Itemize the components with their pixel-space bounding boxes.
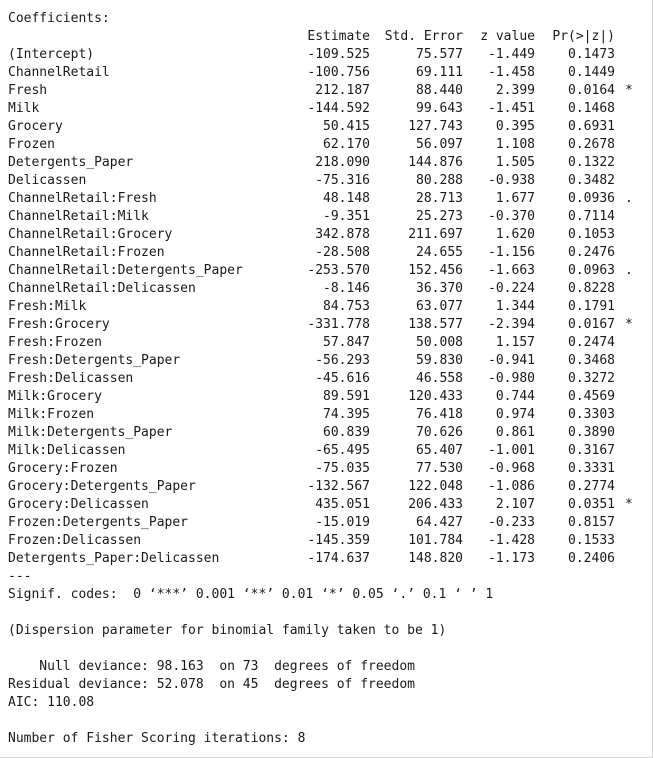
z-value-cell: -0.980 bbox=[488, 371, 535, 386]
col-p-value-header: Pr(>|z|) bbox=[552, 29, 615, 44]
estimate-cell: -144.592 bbox=[307, 101, 370, 116]
term-cell: Milk bbox=[8, 101, 40, 116]
z-value-cell: -1.173 bbox=[488, 551, 535, 566]
dispersion-line: (Dispersion parameter for binomial family taken to be 1) bbox=[8, 623, 447, 638]
p-value-cell: 0.1053 bbox=[568, 227, 615, 242]
p-value-cell: 0.2474 bbox=[568, 335, 615, 350]
estimate-cell: -28.508 bbox=[315, 245, 370, 260]
p-value-cell: 0.0351 bbox=[568, 497, 615, 512]
estimate-cell: -253.570 bbox=[307, 263, 370, 278]
estimate-cell: 435.051 bbox=[315, 497, 370, 512]
p-value-cell: 0.1468 bbox=[568, 101, 615, 116]
z-value-cell: -0.233 bbox=[488, 515, 535, 530]
std-error-cell: 25.273 bbox=[416, 209, 463, 224]
std-error-cell: 152.456 bbox=[408, 263, 463, 278]
std-error-cell: 75.577 bbox=[416, 47, 463, 62]
term-cell: Grocery:Detergents_Paper bbox=[8, 479, 196, 494]
z-value-cell: -1.663 bbox=[488, 263, 535, 278]
std-error-cell: 144.876 bbox=[408, 155, 463, 170]
estimate-cell: -109.525 bbox=[307, 47, 370, 62]
estimate-cell: 48.148 bbox=[323, 191, 370, 206]
p-value-cell: 0.1322 bbox=[568, 155, 615, 170]
z-value-cell: 2.399 bbox=[495, 83, 535, 98]
p-value-cell: 0.1791 bbox=[568, 299, 615, 314]
term-cell: Fresh:Detergents_Paper bbox=[8, 353, 181, 368]
std-error-cell: 80.288 bbox=[416, 173, 463, 188]
estimate-cell: -145.359 bbox=[307, 533, 370, 548]
z-value-cell: 1.344 bbox=[495, 299, 535, 314]
fisher-iterations-line: Number of Fisher Scoring iterations: 8 bbox=[8, 731, 306, 746]
term-cell: Fresh bbox=[8, 83, 48, 98]
term-cell: (Intercept) bbox=[8, 47, 95, 62]
estimate-cell: 50.415 bbox=[323, 119, 370, 134]
signif-cell: * bbox=[625, 83, 633, 98]
std-error-cell: 24.655 bbox=[416, 245, 463, 260]
col-z-value-header: z value bbox=[480, 29, 535, 44]
col-std-error-header: Std. Error bbox=[384, 29, 463, 44]
term-cell: Milk:Grocery bbox=[8, 389, 102, 404]
estimate-cell: 84.753 bbox=[323, 299, 370, 314]
p-value-cell: 0.8228 bbox=[568, 281, 615, 296]
p-value-cell: 0.1473 bbox=[568, 47, 615, 62]
z-value-cell: 2.107 bbox=[495, 497, 535, 512]
std-error-cell: 211.697 bbox=[408, 227, 463, 242]
z-value-cell: -1.086 bbox=[488, 479, 535, 494]
std-error-cell: 63.077 bbox=[416, 299, 463, 314]
term-cell: ChannelRetail:Delicassen bbox=[8, 281, 196, 296]
estimate-cell: 74.395 bbox=[323, 407, 370, 422]
p-value-cell: 0.4569 bbox=[568, 389, 615, 404]
std-error-cell: 50.008 bbox=[416, 335, 463, 350]
std-error-cell: 28.713 bbox=[416, 191, 463, 206]
signif-cell: . bbox=[625, 263, 633, 278]
z-value-cell: 0.974 bbox=[495, 407, 535, 422]
std-error-cell: 122.048 bbox=[408, 479, 463, 494]
term-cell: Detergents_Paper bbox=[8, 155, 134, 170]
term-cell: Milk:Delicassen bbox=[8, 443, 126, 458]
z-value-cell: -1.428 bbox=[488, 533, 535, 548]
estimate-cell: 57.847 bbox=[323, 335, 370, 350]
estimate-cell: -45.616 bbox=[315, 371, 370, 386]
estimate-cell: -8.146 bbox=[323, 281, 370, 296]
std-error-cell: 65.407 bbox=[416, 443, 463, 458]
p-value-cell: 0.2476 bbox=[568, 245, 615, 260]
term-cell: Milk:Detergents_Paper bbox=[8, 425, 173, 440]
z-value-cell: -1.451 bbox=[488, 101, 535, 116]
estimate-cell: -15.019 bbox=[315, 515, 370, 530]
null-deviance-line: Null deviance: 98.163 on 73 degrees of freedom bbox=[8, 659, 415, 674]
term-cell: Fresh:Grocery bbox=[8, 317, 110, 332]
term-cell: Grocery:Frozen bbox=[8, 461, 118, 476]
z-value-cell: 1.677 bbox=[495, 191, 535, 206]
estimate-cell: -65.495 bbox=[315, 443, 370, 458]
z-value-cell: -0.968 bbox=[488, 461, 535, 476]
estimate-cell: -132.567 bbox=[307, 479, 370, 494]
term-cell: ChannelRetail:Grocery bbox=[8, 227, 173, 242]
z-value-cell: -0.224 bbox=[488, 281, 535, 296]
std-error-cell: 101.784 bbox=[408, 533, 463, 548]
estimate-cell: -75.316 bbox=[315, 173, 370, 188]
std-error-cell: 69.111 bbox=[416, 65, 463, 80]
p-value-cell: 0.1449 bbox=[568, 65, 615, 80]
p-value-cell: 0.2678 bbox=[568, 137, 615, 152]
estimate-cell: -174.637 bbox=[307, 551, 370, 566]
std-error-cell: 70.626 bbox=[416, 425, 463, 440]
col-estimate-header: Estimate bbox=[307, 29, 370, 44]
z-value-cell: -1.156 bbox=[488, 245, 535, 260]
z-value-cell: 1.157 bbox=[495, 335, 535, 350]
term-cell: Grocery bbox=[8, 119, 63, 134]
p-value-cell: 0.8157 bbox=[568, 515, 615, 530]
std-error-cell: 76.418 bbox=[416, 407, 463, 422]
term-cell: ChannelRetail bbox=[8, 65, 110, 80]
z-value-cell: -0.941 bbox=[488, 353, 535, 368]
term-cell: ChannelRetail:Frozen bbox=[8, 245, 165, 260]
std-error-cell: 88.440 bbox=[416, 83, 463, 98]
p-value-cell: 0.3167 bbox=[568, 443, 615, 458]
p-value-cell: 0.3890 bbox=[568, 425, 615, 440]
z-value-cell: 1.108 bbox=[495, 137, 535, 152]
aic-line: AIC: 110.08 bbox=[8, 695, 95, 710]
std-error-cell: 36.370 bbox=[416, 281, 463, 296]
p-value-cell: 0.0164 bbox=[568, 83, 615, 98]
signif-cell: . bbox=[625, 191, 633, 206]
p-value-cell: 0.3303 bbox=[568, 407, 615, 422]
estimate-cell: 62.170 bbox=[323, 137, 370, 152]
estimate-cell: 89.591 bbox=[323, 389, 370, 404]
p-value-cell: 0.3482 bbox=[568, 173, 615, 188]
p-value-cell: 0.0936 bbox=[568, 191, 615, 206]
term-cell: Frozen:Delicassen bbox=[8, 533, 142, 548]
term-cell: Frozen:Detergents_Paper bbox=[8, 515, 189, 530]
signif-cell: * bbox=[625, 497, 633, 512]
p-value-cell: 0.7114 bbox=[568, 209, 615, 224]
estimate-cell: 60.839 bbox=[323, 425, 370, 440]
coefficients-heading: Coefficients: bbox=[8, 11, 110, 26]
std-error-cell: 138.577 bbox=[408, 317, 463, 332]
estimate-cell: -9.351 bbox=[323, 209, 370, 224]
p-value-cell: 0.3272 bbox=[568, 371, 615, 386]
z-value-cell: 0.744 bbox=[495, 389, 535, 404]
p-value-cell: 0.3331 bbox=[568, 461, 615, 476]
term-cell: Fresh:Delicassen bbox=[8, 371, 134, 386]
coefficients-table-header bbox=[8, 28, 615, 46]
signif-cell: * bbox=[625, 317, 633, 332]
estimate-cell: 212.187 bbox=[315, 83, 370, 98]
std-error-cell: 148.820 bbox=[408, 551, 463, 566]
std-error-cell: 56.097 bbox=[416, 137, 463, 152]
z-value-cell: -1.458 bbox=[488, 65, 535, 80]
p-value-cell: 0.1533 bbox=[568, 533, 615, 548]
z-value-cell: -0.370 bbox=[488, 209, 535, 224]
estimate-cell: -56.293 bbox=[315, 353, 370, 368]
estimate-cell: -100.756 bbox=[307, 65, 370, 80]
estimate-cell: 218.090 bbox=[315, 155, 370, 170]
std-error-cell: 99.643 bbox=[416, 101, 463, 116]
p-value-cell: 0.3468 bbox=[568, 353, 615, 368]
std-error-cell: 127.743 bbox=[408, 119, 463, 134]
p-value-cell: 0.0167 bbox=[568, 317, 615, 332]
separator-line: --- bbox=[8, 569, 32, 584]
p-value-cell: 0.6931 bbox=[568, 119, 615, 134]
term-cell: ChannelRetail:Detergents_Paper bbox=[8, 263, 243, 278]
std-error-cell: 77.530 bbox=[416, 461, 463, 476]
std-error-cell: 46.558 bbox=[416, 371, 463, 386]
z-value-cell: 1.505 bbox=[495, 155, 535, 170]
z-value-cell: -1.001 bbox=[488, 443, 535, 458]
term-cell: Fresh:Milk bbox=[8, 299, 87, 314]
std-error-cell: 206.433 bbox=[408, 497, 463, 512]
std-error-cell: 64.427 bbox=[416, 515, 463, 530]
term-cell: Frozen bbox=[8, 137, 55, 152]
term-cell: Milk:Frozen bbox=[8, 407, 95, 422]
z-value-cell: 1.620 bbox=[495, 227, 535, 242]
p-value-cell: 0.2406 bbox=[568, 551, 615, 566]
std-error-cell: 59.830 bbox=[416, 353, 463, 368]
residual-deviance-line: Residual deviance: 52.078 on 45 degrees of freedom bbox=[8, 677, 415, 692]
z-value-cell: 0.395 bbox=[495, 119, 535, 134]
z-value-cell: -2.394 bbox=[488, 317, 535, 332]
term-cell: ChannelRetail:Milk bbox=[8, 209, 149, 224]
z-value-cell: 0.861 bbox=[495, 425, 535, 440]
estimate-cell: 342.878 bbox=[315, 227, 370, 242]
term-cell: ChannelRetail:Fresh bbox=[8, 191, 157, 206]
estimate-cell: -75.035 bbox=[315, 461, 370, 476]
z-value-cell: -1.449 bbox=[488, 47, 535, 62]
std-error-cell: 120.433 bbox=[408, 389, 463, 404]
term-cell: Fresh:Frozen bbox=[8, 335, 102, 350]
p-value-cell: 0.0963 bbox=[568, 263, 615, 278]
term-cell: Delicassen bbox=[8, 173, 87, 188]
term-cell: Detergents_Paper:Delicassen bbox=[8, 551, 220, 566]
p-value-cell: 0.2774 bbox=[568, 479, 615, 494]
signif-codes-line: Signif. codes: 0 ‘***’ 0.001 ‘**’ 0.01 ‘*’ 0.05 ‘.’ 0.1 ‘ ’ 1 bbox=[8, 587, 494, 602]
z-value-cell: -0.938 bbox=[488, 173, 535, 188]
estimate-cell: -331.778 bbox=[307, 317, 370, 332]
term-cell: Grocery:Delicassen bbox=[8, 497, 149, 512]
